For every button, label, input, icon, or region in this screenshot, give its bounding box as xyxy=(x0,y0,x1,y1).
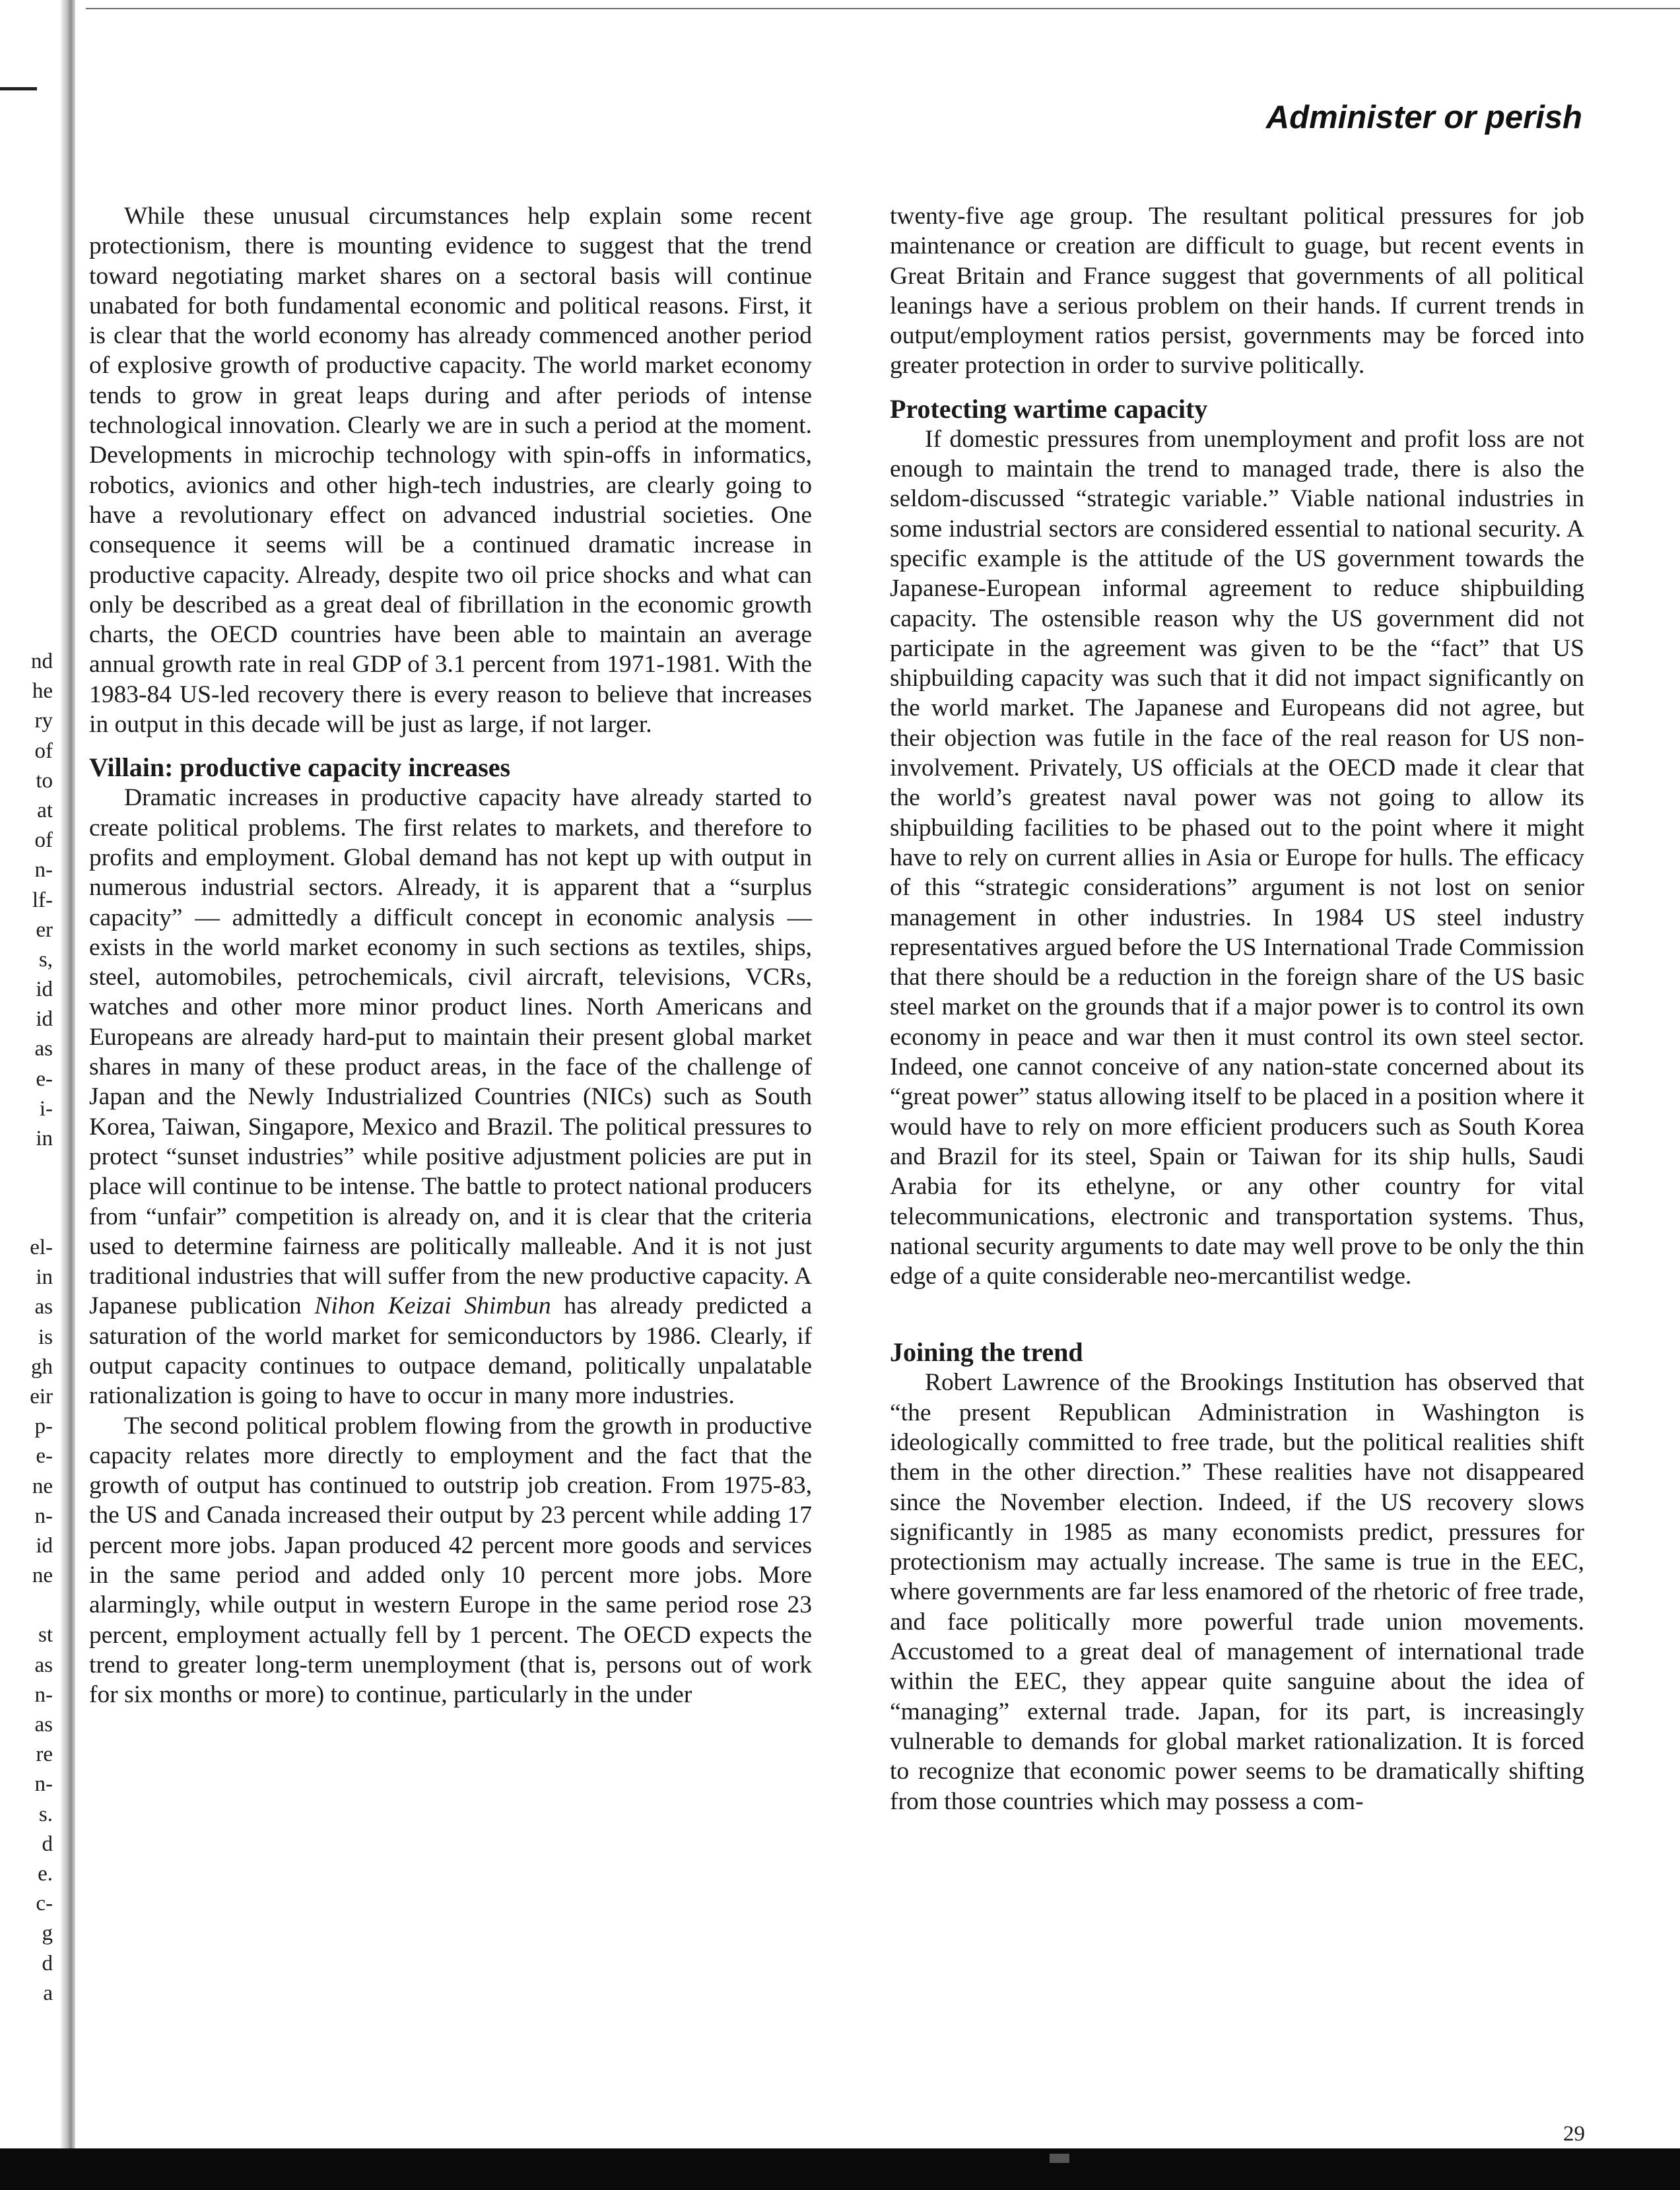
section-heading-joining: Joining the trend xyxy=(890,1337,1083,1368)
margin-fragment: d xyxy=(42,1832,53,1856)
margin-fragment: st xyxy=(38,1623,53,1647)
paragraph: The second political problem flowing from the growth in productive capacity relates more directly to employment and the fact that the growth of output has continued to outstrip job creation. From 1975-83, the US and Canada increased their output by 23 percent while adding 17 percent more jobs. Japan produced 42 percent more goods and services in the same period and added only 10 percent more jobs. More alarmingly, while output in western Europe in the same period rose 23 percent, employment actually fell by 1 percent. The OECD expects the trend to greater long-term unemployment (that is, persons out of work for six months or more) to continue, particularly in the under xyxy=(89,1412,812,1709)
margin-fragment: s, xyxy=(38,947,53,972)
margin-fragment: re xyxy=(36,1742,53,1767)
margin-fragment: g xyxy=(42,1921,53,1946)
margin-fragment xyxy=(0,1591,53,1620)
paragraph: While these unusual circumstances help explain some recent protectionism, there is mounting evidence to suggest that the trend toward negotiating market shares on a sectoral basis will continue unabated for both fundamental economic and political reasons. First, it is clear that the world economy has already commenced another period of explosive growth of productive capacity. The world market economy tends to grow in great leaps during and after periods of intense technological innovation. Clearly we are in such a period at the moment. Developments in microchip technology with spin-offs in informatics, robotics, avionics and other high-tech industries, are clearly going to have a revolutionary effect on advanced industrial societies. One consequence it seems will be a continued dramatic increase in productive capacity. Already, despite two oil price shocks and what can only be described as a great deal of fibrillation in the economic growth charts, the OECD countries have been able to maintain an average annual growth rate in real GDP of 3.1 percent from 1971-1981. With the 1983-84 US-led recovery there is every reason to believe that increases in output in this decade will be just as large, if not larger. xyxy=(89,203,812,739)
margin-fragment: as xyxy=(34,1713,53,1737)
margin-fragment: ne xyxy=(32,1564,53,1588)
margin-fragment: of xyxy=(34,739,53,763)
scan-bottom-edge xyxy=(0,2148,1680,2190)
right-column xyxy=(890,201,1584,1816)
margin-fragments-lower xyxy=(0,1233,53,2008)
margin-fragment: of xyxy=(34,828,53,853)
margin-fragment: a xyxy=(43,1981,53,2005)
margin-fragment: ry xyxy=(34,709,53,733)
paragraph xyxy=(89,783,812,1410)
margin-fragment: as xyxy=(34,1295,53,1319)
page-number: 29 xyxy=(1563,2122,1585,2146)
section-heading-villain: Villain: productive capacity increases xyxy=(89,752,511,783)
paragraph: twenty-five age group. The resultant political pressures for job maintenance or creation are difficult to guage, but recent events in Great Britain and France suggest that governments of all political leanings have a serious problem on their hands. If current trends in output/employment ratios persist, governments may be forced into greater protection in order to survive politically. xyxy=(890,203,1584,380)
margin-fragment: id xyxy=(36,1533,53,1558)
paragraph: Robert Lawrence of the Brookings Institution has observed that “the present Republican Administration in Washington is ideologically committed to free trade, but the political realities shift them in the other direction.” These realities have not disappeared since the November election. Indeed, if the US recovery slows significantly in 1985 as many economists predict, pressures for protectionism may actually increase. The same is true in the EEC, where governments are far less enamored of the rhetoric of free trade, and face politically more powerful trade union movements. Accustomed to a great deal of management of international trade within the EEC, they appear quite sanguine about the idea of “managing” external trade. Japan, for its part, is increasingly vulnerable to demands for global market rationalization. It is forced to recognize that economic power seems to be dramatically shifting from those countries which may possess a com- xyxy=(890,1369,1584,1815)
margin-fragment: id xyxy=(36,978,53,1002)
scan-artifact xyxy=(1050,2154,1069,2163)
margin-fragment: e- xyxy=(36,1067,53,1091)
top-scan-rule xyxy=(86,8,1680,9)
margin-rule xyxy=(0,87,37,90)
margin-fragment: e. xyxy=(38,1861,53,1886)
margin-fragment: d xyxy=(42,1951,53,1975)
margin-fragment: e- xyxy=(36,1444,53,1469)
margin-fragment: eir xyxy=(30,1384,53,1409)
margin-fragment: el- xyxy=(30,1236,53,1259)
margin-fragments-upper xyxy=(0,647,53,1154)
margin-fragment: as xyxy=(34,1653,53,1677)
paragraph: If domestic pressures from unemployment and profit loss are not enough to maintain the trend to managed trade, there is also the seldom-discussed “strategic variable.” Viable national industries in some industrial sectors are considered essential to national security. A specific example is the attitude of the US government towards the Japanese-European informal agreement to reduce shipbuilding capacity. The ostensible reason why the US government did not participate in the agreement was given to be the “fact” that US shipbuilding capacity was such that it did not impact significantly on the world market. The Japanese and Europeans did not agree, but their objection was futile in the face of the real reason for US non-involvement. Privately, US officials at the OECD made it clear that the world’s greatest naval power was not going to allow its shipbuilding facilities to be phased out to the point where it might have to rely on current allies in Asia or Europe for hulls. The efficacy of this “strategic considerations” argument is not lost on senior management in other industries. In 1984 US steel industry representatives argued before the US International Trade Commission that there should be a reduction in the foreign share of the US basic steel market on the grounds that if a major power is to control its own economy in peace and war then it must control its own steel sector. Indeed, one cannot conceive of any nation-state concerned about its “great power” status allowing itself to be placed in a position where it would have to rely on more efficient producers such as South Korea and Brazil for its steel, Spain or Taiwan for its ship hulls, Saudi Arabia for its ethelyne, or any other country for vital telecommunications, electronic and transportation systems. Thus, national security arguments to date may well prove to be only the thin edge of a quite considerable neo-mercantilist wedge. xyxy=(890,425,1584,1290)
margin-fragment: er xyxy=(36,917,53,942)
page-binding-shadow xyxy=(61,0,75,2190)
margin-fragment: s. xyxy=(38,1802,53,1826)
margin-fragment: as xyxy=(34,1037,53,1061)
margin-fragment: n- xyxy=(34,1682,53,1707)
margin-fragment: n- xyxy=(34,858,53,882)
margin-fragment: i- xyxy=(39,1096,53,1121)
margin-fragment: c- xyxy=(36,1892,53,1916)
margin-fragment: he xyxy=(32,679,53,704)
left-column xyxy=(89,201,812,1710)
margin-fragment: p- xyxy=(34,1414,53,1439)
section-heading-protecting: Protecting wartime capacity xyxy=(890,393,1208,424)
margin-fragment: at xyxy=(37,798,53,822)
margin-fragment: in xyxy=(36,1265,53,1290)
paragraph-text: Dramatic increases in productive capacity have already started to create political problems. The first relates to markets, and therefore to profits and employment. Global demand has not kept up with output in numerous industrial sectors. Already, it is apparent that a “surplus capacity” — admittedly a difficult concept in economic analysis — exists in the world market economy in such sections as textiles, ships, steel, automobiles, petrochemicals, civil aircraft, televisions, VCRs, watches and other more minor product lines. North Americans and Europeans are already hard-put to maintain their present global market shares in many of these product areas, in the face of the challenge of Japan and the Newly Industrialized Countries (NICs) such as South Korea, Taiwan, Singapore, Mexico and Brazil. The political pressures to protect “sunset industries” while positive adjustment policies are put in place will continue to be intense. The battle to protect national producers from “unfair” competition is already on, and it is clear that the criteria used to determine fairness are politically malleable. And it is not just traditional industries that will suffer from the new productive capacity. A Japanese publication xyxy=(89,784,812,1320)
margin-fragment: gh xyxy=(31,1354,53,1379)
publication-title: Nihon Keizai Shimbun xyxy=(314,1292,551,1320)
margin-fragment: lf- xyxy=(32,888,53,912)
margin-fragment: n- xyxy=(34,1504,53,1528)
margin-fragment: in xyxy=(36,1127,53,1150)
paragraph-text: has already predicted a saturation of the world market for semiconductors by 1986. Clearly, if output capacity continues to outpace demand, politically unpalatable rationalization is going to have to occur in many more industries. xyxy=(89,1292,812,1410)
previous-page-margin xyxy=(0,0,76,2190)
margin-fragment: is xyxy=(38,1325,53,1349)
margin-fragment: nd xyxy=(31,649,53,673)
margin-fragment: id xyxy=(36,1007,53,1032)
running-header: Administer or perish xyxy=(1265,100,1582,135)
margin-fragment: to xyxy=(36,768,53,793)
margin-fragment: n- xyxy=(34,1772,53,1797)
margin-fragment: ne xyxy=(32,1474,53,1498)
